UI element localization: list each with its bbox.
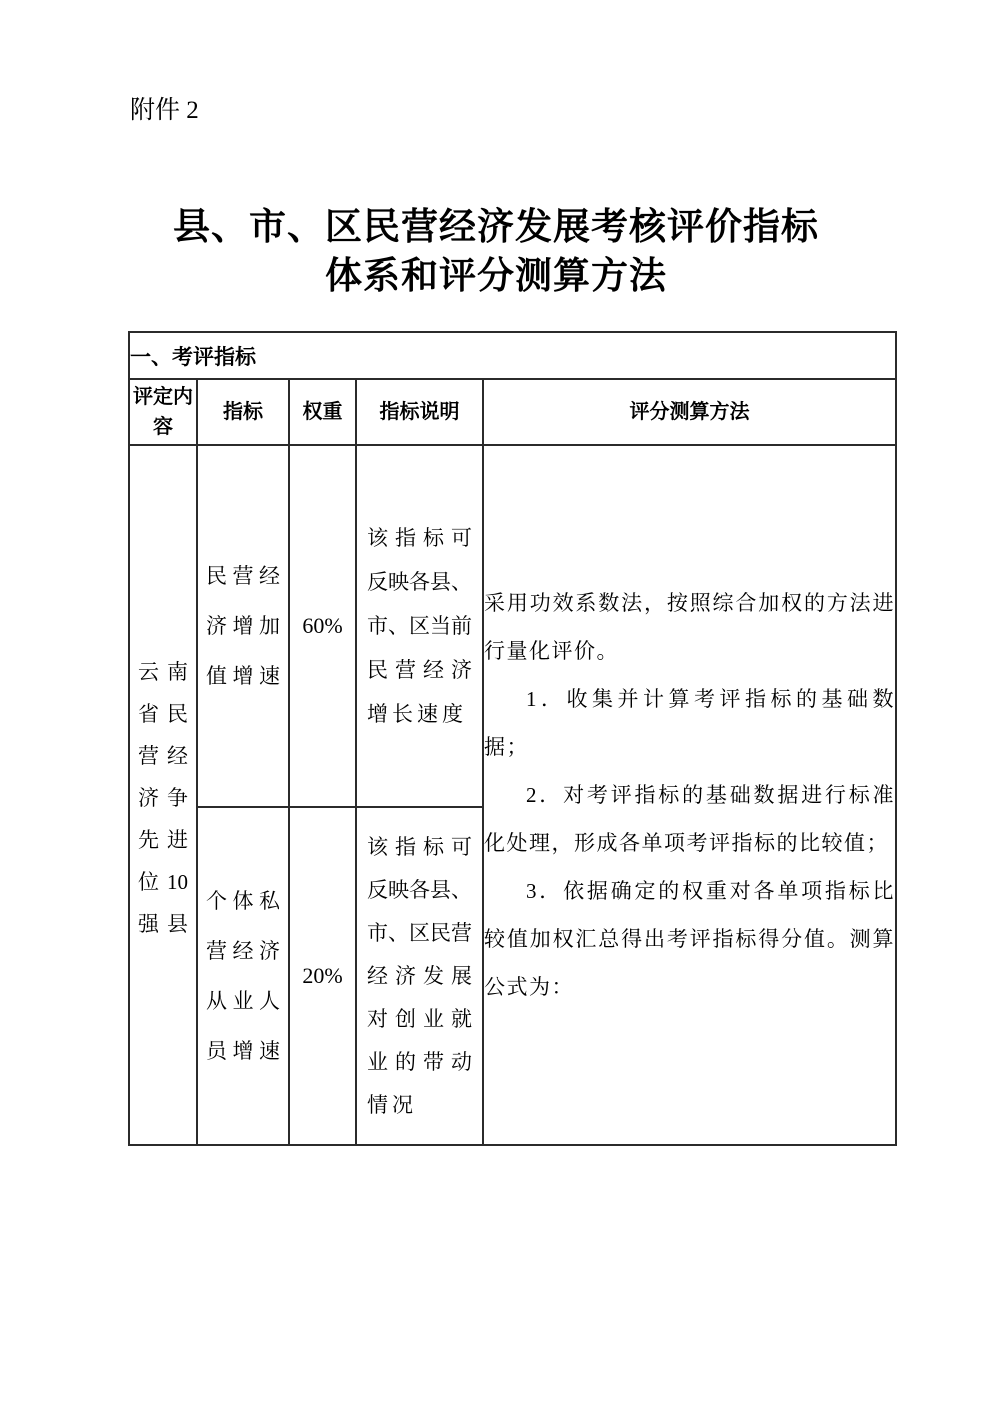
column-header-description: 指标说明 — [356, 379, 483, 445]
description-line: 该指标可 — [367, 834, 472, 859]
method-step-2: 2．对考评指标的基础数据进行标准化处理，形成各单项考评指标的比较值； — [484, 783, 896, 855]
column-header-indicator: 指标 — [197, 379, 289, 445]
attachment-label: 附件 2 — [130, 97, 199, 124]
description-line: 经济发展 — [367, 963, 472, 988]
indicator-line: 民营经 — [206, 564, 280, 588]
weight-cell-2: 20% — [289, 807, 356, 1145]
category-text-block — [130, 615, 196, 975]
indicator-text-block-1 — [198, 551, 288, 701]
indicator-text-block-2 — [198, 876, 288, 1076]
description-text-block-1 — [357, 516, 482, 736]
description-line: 市、区民营 — [367, 920, 472, 945]
category-line: 营经 — [138, 744, 188, 768]
document-title-line2: 体系和评分测算方法 — [325, 256, 667, 297]
description-line: 市、区当前 — [367, 614, 472, 638]
indicator-line: 个体私 — [206, 889, 280, 913]
section-header: 一、考评指标 — [129, 332, 896, 379]
indicator-line: 员增速 — [206, 1039, 280, 1063]
category-line: 云南 — [138, 660, 188, 684]
category-line: 济争 — [138, 786, 188, 810]
description-cell-1 — [356, 445, 483, 807]
description-line: 反映各县、 — [367, 570, 472, 594]
column-header-weight: 权重 — [289, 379, 356, 445]
table-row-indicator-1 — [129, 445, 896, 807]
document-title-line1: 县、市、区民营经济发展考核评价指标 — [173, 207, 819, 248]
evaluation-table — [128, 331, 897, 1146]
method-step-1: 1．收集并计算考评指标的基础数据； — [484, 687, 896, 759]
section-header-row — [129, 332, 896, 379]
description-line: 该指标可 — [367, 526, 472, 550]
method-step-3: 3．依据确定的权重对各单项指标比较值加权汇总得出考评指标得分值。测算公式为： — [484, 879, 896, 999]
description-line: 业的带动 — [367, 1049, 472, 1074]
indicator-line: 值增速 — [206, 664, 280, 688]
description-line: 民营经济 — [367, 658, 472, 682]
indicator-cell-2 — [197, 807, 289, 1145]
description-line: 反映各县、 — [367, 877, 472, 902]
indicator-line: 从业人 — [206, 989, 280, 1013]
description-text-block-2 — [357, 826, 482, 1127]
category-line: 位10 — [138, 870, 188, 894]
document-title — [0, 203, 992, 301]
method-intro: 采用功效系数法，按照综合加权的方法进行量化评价。 — [484, 591, 896, 663]
category-cell — [129, 445, 197, 1145]
indicator-line: 营经济 — [206, 939, 280, 963]
column-header-row — [129, 379, 896, 445]
category-line: 省民 — [138, 702, 188, 726]
description-cell-2 — [356, 807, 483, 1145]
category-line: 先进 — [138, 828, 188, 852]
description-line: 增长速度 — [367, 702, 467, 726]
indicator-line: 济增加 — [206, 614, 280, 638]
indicator-cell-1 — [197, 445, 289, 807]
description-line: 情况 — [367, 1092, 417, 1117]
column-header-category: 评定内容 — [129, 379, 197, 445]
column-header-method: 评分测算方法 — [483, 379, 896, 445]
description-line: 对创业就 — [367, 1006, 472, 1031]
weight-cell-1: 60% — [289, 445, 356, 807]
category-line: 强县 — [138, 912, 188, 936]
method-cell — [483, 445, 896, 1145]
